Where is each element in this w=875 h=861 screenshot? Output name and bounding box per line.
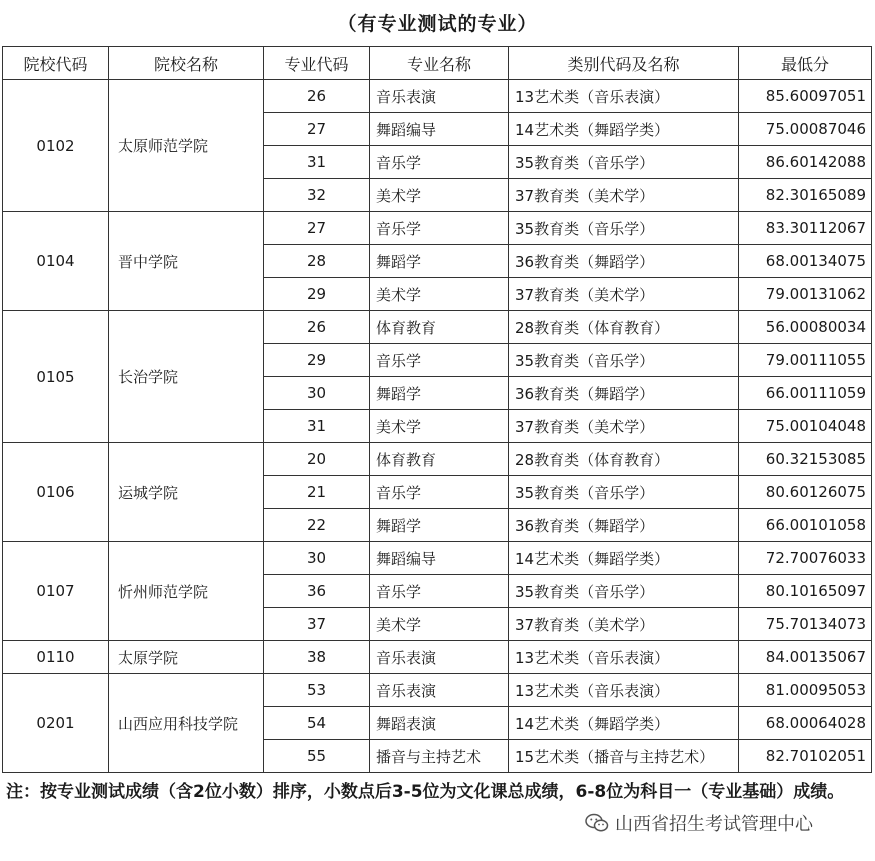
table-body bbox=[3, 80, 872, 773]
category-cell: 36教育类（舞蹈学） bbox=[509, 245, 739, 278]
category-cell: 35教育类（音乐学） bbox=[509, 146, 739, 179]
major-code-cell: 27 bbox=[264, 212, 370, 245]
major-code-cell: 37 bbox=[264, 608, 370, 641]
category-cell: 14艺术类（舞蹈学类） bbox=[509, 707, 739, 740]
major-code-cell: 30 bbox=[264, 377, 370, 410]
school-code-cell: 0107 bbox=[3, 542, 109, 641]
major-code-cell: 29 bbox=[264, 344, 370, 377]
min-score-cell: 68.00134075 bbox=[739, 245, 872, 278]
major-code-cell: 38 bbox=[264, 641, 370, 674]
min-score-cell: 60.32153085 bbox=[739, 443, 872, 476]
school-name-cell: 晋中学院 bbox=[109, 212, 264, 311]
category-cell: 28教育类（体育教育） bbox=[509, 311, 739, 344]
major-name-cell: 音乐表演 bbox=[370, 641, 509, 674]
min-score-cell: 80.60126075 bbox=[739, 476, 872, 509]
category-cell: 14艺术类（舞蹈学类） bbox=[509, 542, 739, 575]
major-name-cell: 音乐表演 bbox=[370, 674, 509, 707]
min-score-cell: 75.00104048 bbox=[739, 410, 872, 443]
min-score-cell: 82.70102051 bbox=[739, 740, 872, 773]
school-code-cell: 0105 bbox=[3, 311, 109, 443]
header-school-code: 院校代码 bbox=[3, 47, 109, 80]
category-cell: 13艺术类（音乐表演） bbox=[509, 674, 739, 707]
school-name-cell: 太原师范学院 bbox=[109, 80, 264, 212]
header-min-score: 最低分 bbox=[739, 47, 872, 80]
category-cell: 35教育类（音乐学） bbox=[509, 476, 739, 509]
major-name-cell: 舞蹈编导 bbox=[370, 113, 509, 146]
category-cell: 35教育类（音乐学） bbox=[509, 212, 739, 245]
header-category: 类别代码及名称 bbox=[509, 47, 739, 80]
school-name-cell: 运城学院 bbox=[109, 443, 264, 542]
major-name-cell: 播音与主持艺术 bbox=[370, 740, 509, 773]
category-cell: 35教育类（音乐学） bbox=[509, 575, 739, 608]
major-name-cell: 舞蹈学 bbox=[370, 377, 509, 410]
min-score-cell: 66.00111059 bbox=[739, 377, 872, 410]
min-score-cell: 56.00080034 bbox=[739, 311, 872, 344]
admission-score-table bbox=[2, 46, 872, 773]
table-row bbox=[3, 542, 872, 575]
category-cell: 36教育类（舞蹈学） bbox=[509, 377, 739, 410]
major-code-cell: 21 bbox=[264, 476, 370, 509]
major-name-cell: 美术学 bbox=[370, 608, 509, 641]
min-score-cell: 80.10165097 bbox=[739, 575, 872, 608]
min-score-cell: 68.00064028 bbox=[739, 707, 872, 740]
major-code-cell: 29 bbox=[264, 278, 370, 311]
category-cell: 37教育类（美术学） bbox=[509, 179, 739, 212]
school-name-cell: 太原学院 bbox=[109, 641, 264, 674]
min-score-cell: 79.00131062 bbox=[739, 278, 872, 311]
major-name-cell: 体育教育 bbox=[370, 311, 509, 344]
major-code-cell: 36 bbox=[264, 575, 370, 608]
school-code-cell: 0102 bbox=[3, 80, 109, 212]
min-score-cell: 83.30112067 bbox=[739, 212, 872, 245]
watermark bbox=[585, 810, 813, 836]
footnote: 注：按专业测试成绩（含2位小数）排序，小数点后3-5位为文化课总成绩，6-8位为科目一（专业基础）成绩。 bbox=[6, 782, 845, 802]
table-row bbox=[3, 212, 872, 245]
category-cell: 35教育类（音乐学） bbox=[509, 344, 739, 377]
major-code-cell: 32 bbox=[264, 179, 370, 212]
major-code-cell: 22 bbox=[264, 509, 370, 542]
header-major-name: 专业名称 bbox=[370, 47, 509, 80]
category-cell: 13艺术类（音乐表演） bbox=[509, 641, 739, 674]
page-title: （有专业测试的专业） bbox=[337, 13, 538, 35]
min-score-cell: 85.60097051 bbox=[739, 80, 872, 113]
major-name-cell: 美术学 bbox=[370, 278, 509, 311]
category-cell: 14艺术类（舞蹈学类） bbox=[509, 113, 739, 146]
major-name-cell: 美术学 bbox=[370, 410, 509, 443]
major-code-cell: 20 bbox=[264, 443, 370, 476]
wechat-icon bbox=[585, 813, 609, 833]
school-name-cell: 忻州师范学院 bbox=[109, 542, 264, 641]
major-name-cell: 舞蹈编导 bbox=[370, 542, 509, 575]
category-cell: 37教育类（美术学） bbox=[509, 410, 739, 443]
major-name-cell: 音乐学 bbox=[370, 212, 509, 245]
major-name-cell: 音乐学 bbox=[370, 146, 509, 179]
min-score-cell: 66.00101058 bbox=[739, 509, 872, 542]
major-code-cell: 27 bbox=[264, 113, 370, 146]
school-code-cell: 0106 bbox=[3, 443, 109, 542]
major-code-cell: 53 bbox=[264, 674, 370, 707]
category-cell: 13艺术类（音乐表演） bbox=[509, 80, 739, 113]
min-score-cell: 79.00111055 bbox=[739, 344, 872, 377]
category-cell: 37教育类（美术学） bbox=[509, 278, 739, 311]
school-code-cell: 0201 bbox=[3, 674, 109, 773]
category-cell: 15艺术类（播音与主持艺术） bbox=[509, 740, 739, 773]
major-code-cell: 31 bbox=[264, 410, 370, 443]
category-cell: 28教育类（体育教育） bbox=[509, 443, 739, 476]
school-name-cell: 山西应用科技学院 bbox=[109, 674, 264, 773]
major-name-cell: 美术学 bbox=[370, 179, 509, 212]
category-cell: 36教育类（舞蹈学） bbox=[509, 509, 739, 542]
min-score-cell: 75.00087046 bbox=[739, 113, 872, 146]
major-code-cell: 55 bbox=[264, 740, 370, 773]
header-major-code: 专业代码 bbox=[264, 47, 370, 80]
table-row bbox=[3, 311, 872, 344]
min-score-cell: 72.70076033 bbox=[739, 542, 872, 575]
category-cell: 37教育类（美术学） bbox=[509, 608, 739, 641]
watermark-text: 山西省招生考试管理中心 bbox=[615, 814, 813, 835]
min-score-cell: 84.00135067 bbox=[739, 641, 872, 674]
header-school-name: 院校名称 bbox=[109, 47, 264, 80]
major-name-cell: 体育教育 bbox=[370, 443, 509, 476]
table-row bbox=[3, 674, 872, 707]
table-row bbox=[3, 80, 872, 113]
school-code-cell: 0104 bbox=[3, 212, 109, 311]
table-row bbox=[3, 641, 872, 674]
major-name-cell: 音乐学 bbox=[370, 476, 509, 509]
school-code-cell: 0110 bbox=[3, 641, 109, 674]
table-row bbox=[3, 443, 872, 476]
major-code-cell: 31 bbox=[264, 146, 370, 179]
school-name-cell: 长治学院 bbox=[109, 311, 264, 443]
major-code-cell: 28 bbox=[264, 245, 370, 278]
major-name-cell: 舞蹈表演 bbox=[370, 707, 509, 740]
major-code-cell: 30 bbox=[264, 542, 370, 575]
major-name-cell: 音乐表演 bbox=[370, 80, 509, 113]
major-name-cell: 音乐学 bbox=[370, 575, 509, 608]
major-code-cell: 26 bbox=[264, 80, 370, 113]
major-name-cell: 音乐学 bbox=[370, 344, 509, 377]
major-name-cell: 舞蹈学 bbox=[370, 509, 509, 542]
major-code-cell: 54 bbox=[264, 707, 370, 740]
min-score-cell: 82.30165089 bbox=[739, 179, 872, 212]
major-code-cell: 26 bbox=[264, 311, 370, 344]
min-score-cell: 86.60142088 bbox=[739, 146, 872, 179]
min-score-cell: 81.00095053 bbox=[739, 674, 872, 707]
major-name-cell: 舞蹈学 bbox=[370, 245, 509, 278]
min-score-cell: 75.70134073 bbox=[739, 608, 872, 641]
table-header-row bbox=[3, 47, 872, 80]
